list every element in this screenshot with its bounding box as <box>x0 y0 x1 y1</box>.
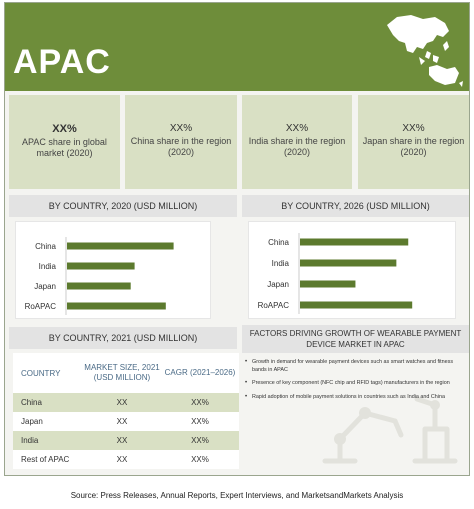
kpi-value: XX% <box>169 123 193 134</box>
factor-item: • Presence of key component (NFC chip and RFID tags) manufacturers in the region <box>245 380 467 388</box>
factors-title: FACTORS DRIVING GROWTH OF WEARABLE PAYMENT DEVICE MARKET IN APAC <box>242 325 469 353</box>
kpi-value: XX% <box>52 123 77 135</box>
table-title: BY COUNTRY, 2021 (USD MILLION) <box>9 327 237 349</box>
bar-india <box>300 260 396 267</box>
cell-market-size: XX <box>116 455 128 464</box>
bar-china <box>67 243 174 250</box>
cell-cagr: XX% <box>191 436 209 445</box>
factor-item: • Rapid adoption of mobile payment solutions in countries such as India and China <box>245 394 467 402</box>
bar-china <box>300 239 408 246</box>
kpi-apac-share <box>9 95 120 189</box>
cell-market-size: XX <box>116 398 128 407</box>
kpi-label: China share in the region (2020) <box>130 136 232 157</box>
kpi-label: India share in the region (2020) <box>248 136 346 157</box>
category-label: RoAPAC <box>24 302 56 311</box>
kpi-value: XX% <box>285 123 309 134</box>
header-market-size: MARKET SIZE, 2021 (USD MILLION) <box>84 363 160 382</box>
cell-market-size: XX <box>116 417 128 426</box>
chart-2026-title: BY COUNTRY, 2026 (USD MILLION) <box>242 195 469 217</box>
cell-country: China <box>21 398 42 407</box>
table-row <box>13 412 239 431</box>
kpi-china-share <box>125 95 237 189</box>
table-row <box>13 431 239 450</box>
cell-cagr: XX% <box>191 417 209 426</box>
category-label: India <box>271 259 289 268</box>
infographic-frame <box>4 2 470 476</box>
category-label: China <box>268 238 289 247</box>
cell-country: India <box>21 436 39 445</box>
factors-panel <box>245 359 467 465</box>
asia-pacific-map-icon <box>383 11 465 89</box>
source-note: Source: Press Releases, Annual Reports, Expert Interviews, and MarketsandMarkets Analysis <box>70 491 404 500</box>
category-label: India <box>38 262 56 271</box>
bar-chart-2026 <box>249 222 455 318</box>
cell-cagr: XX% <box>191 398 209 407</box>
bar-chart-2020 <box>16 222 210 318</box>
category-label: RoAPAC <box>257 301 289 310</box>
bar-japan <box>300 281 355 288</box>
table-header-row <box>13 353 239 393</box>
cell-country: Rest of APAC <box>21 455 70 464</box>
kpi-india-share <box>242 95 352 189</box>
table-row <box>13 393 239 412</box>
kpi-japan-share <box>358 95 469 189</box>
chart-2020-panel <box>15 221 211 319</box>
bar-india <box>67 263 135 270</box>
chart-2026-panel <box>248 221 456 319</box>
kpi-label: APAC share in global market (2020) <box>22 137 107 158</box>
region-banner <box>5 3 469 91</box>
bar-roapac <box>67 303 166 310</box>
category-label: Japan <box>34 282 56 291</box>
kpi-value: XX% <box>402 123 425 134</box>
kpi-label: Japan share in the region (2020) <box>362 136 465 157</box>
cell-cagr: XX% <box>191 455 209 464</box>
factor-list <box>245 359 467 407</box>
category-label: Japan <box>267 280 289 289</box>
chart-2020-title: BY COUNTRY, 2020 (USD MILLION) <box>9 195 237 217</box>
category-label: China <box>35 242 56 251</box>
header-cagr: CAGR (2021–2026) <box>164 368 236 377</box>
table-row <box>13 450 239 469</box>
country-table <box>13 353 239 469</box>
cell-country: Japan <box>21 417 43 426</box>
bar-japan <box>67 283 131 290</box>
cell-market-size: XX <box>116 436 128 445</box>
header-country: COUNTRY <box>21 368 61 378</box>
region-title: APAC <box>13 43 111 81</box>
bar-roapac <box>300 302 412 309</box>
factor-item: • Growth in demand for wearable payment devices such as smart watches and fitness bands in APAC <box>245 359 467 374</box>
